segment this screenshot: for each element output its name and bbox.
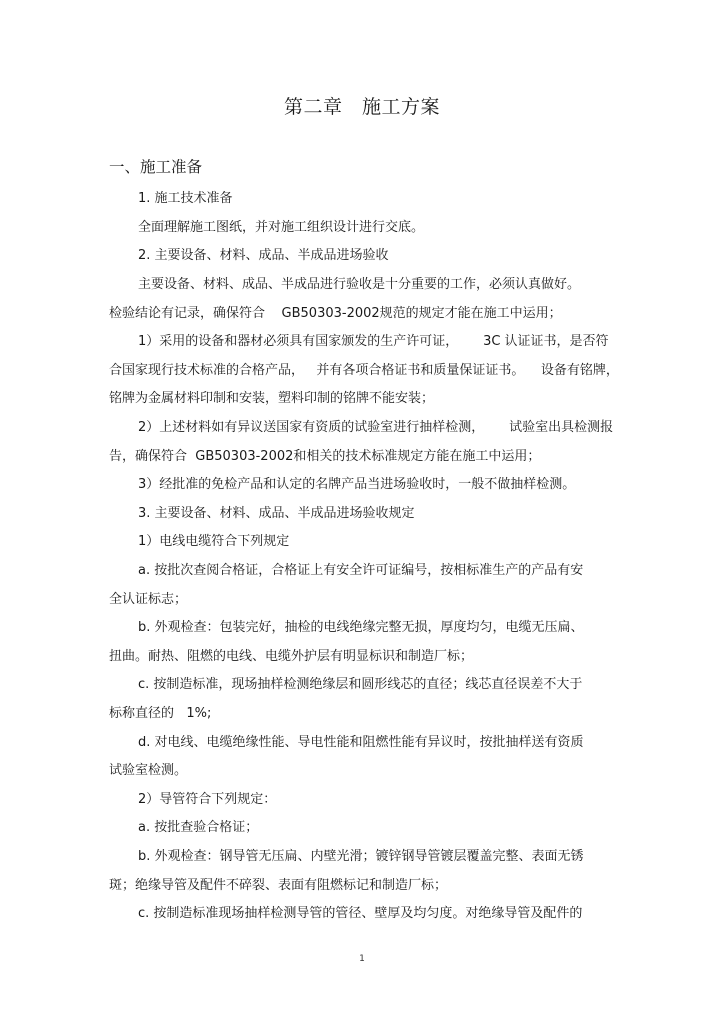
- paragraph-line: a. 按批次查阅合格证，合格证上有安全许可证编号，按相标准生产的产品有安: [138, 563, 584, 578]
- paragraph-line: 2. 主要设备、材料、成品、半成品进场验收: [138, 248, 389, 263]
- page-number: 1: [359, 954, 365, 964]
- paragraph-line: 检验结论有记录，确保符合 GB50303-2002规范的规定才能在施工中运用；: [109, 306, 562, 321]
- paragraph-line: 全面理解施工图纸，并对施工组织设计进行交底。: [138, 220, 425, 235]
- paragraph-line: 扭曲。耐热、阻燃的电线、电缆外护层有明显标识和制造厂标；: [109, 649, 474, 664]
- paragraph-line: b. 外观检查：包装完好，抽检的电线绝缘完整无损，厚度均匀，电缆无压扁、: [138, 620, 584, 635]
- paragraph-line: 标称直径的 1%;: [109, 706, 212, 721]
- paragraph-line: 告，确保符合 GB50303-2002和相关的技术标准规定方能在施工中运用；: [109, 449, 541, 464]
- paragraph-line: 2）上述材料如有异议送国家有资质的试验室进行抽样检测， 试验室出具检测报: [138, 420, 614, 435]
- paragraph-line: 铭牌为金属材料印制和安装，塑料印制的铭牌不能安装；: [109, 391, 435, 406]
- paragraph-line: d. 对电线、电缆绝缘性能、导电性能和阻燃性能有异议时，按批抽样送有资质: [138, 735, 584, 750]
- chapter-title: 第二章 施工方案: [283, 96, 441, 118]
- paragraph-line: 试验室检测。: [109, 763, 188, 778]
- paragraph-line: a. 按批查验合格证；: [138, 820, 259, 835]
- section-heading: 一、施工准备: [109, 158, 203, 176]
- paragraph-line: 全认证标志；: [109, 592, 188, 607]
- paragraph-line: c. 按制造标准，现场抽样检测绝缘层和圆形线芯的直径；线芯直径误差不大于: [138, 677, 583, 692]
- paragraph-line: 1）采用的设备和器材必须具有国家颁发的生产许可证， 3C 认证证书，是否符: [138, 334, 609, 349]
- paragraph-line: 1）电线电缆符合下列规定: [138, 534, 290, 549]
- paragraph-line: 合国家现行技术标准的合格产品， 并有各项合格证书和质量保证证书。 设备有铭牌，: [109, 363, 619, 378]
- paragraph-line: 3）经批准的免检产品和认定的名牌产品当进场验收时，一般不做抽样检测。: [138, 477, 576, 492]
- paragraph-line: c. 按制造标准现场抽样检测导管的管径、壁厚及均匀度。对绝缘导管及配件的: [138, 906, 583, 921]
- paragraph-line: 1. 施工技术准备: [138, 191, 233, 206]
- paragraph-line: 3. 主要设备、材料、成品、半成品进场验收规定: [138, 506, 415, 521]
- paragraph-line: 斑；绝缘导管及配件不碎裂、表面有阻燃标记和制造厂标；: [109, 878, 448, 893]
- paragraph-line: 主要设备、材料、成品、半成品进行验收是十分重要的工作，必须认真做好。: [138, 277, 581, 292]
- paragraph-line: 2）导管符合下列规定：: [138, 792, 277, 807]
- paragraph-line: b. 外观检查：钢导管无压扁、内壁光滑；镀锌钢导管镀层覆盖完整、表面无锈: [138, 849, 584, 864]
